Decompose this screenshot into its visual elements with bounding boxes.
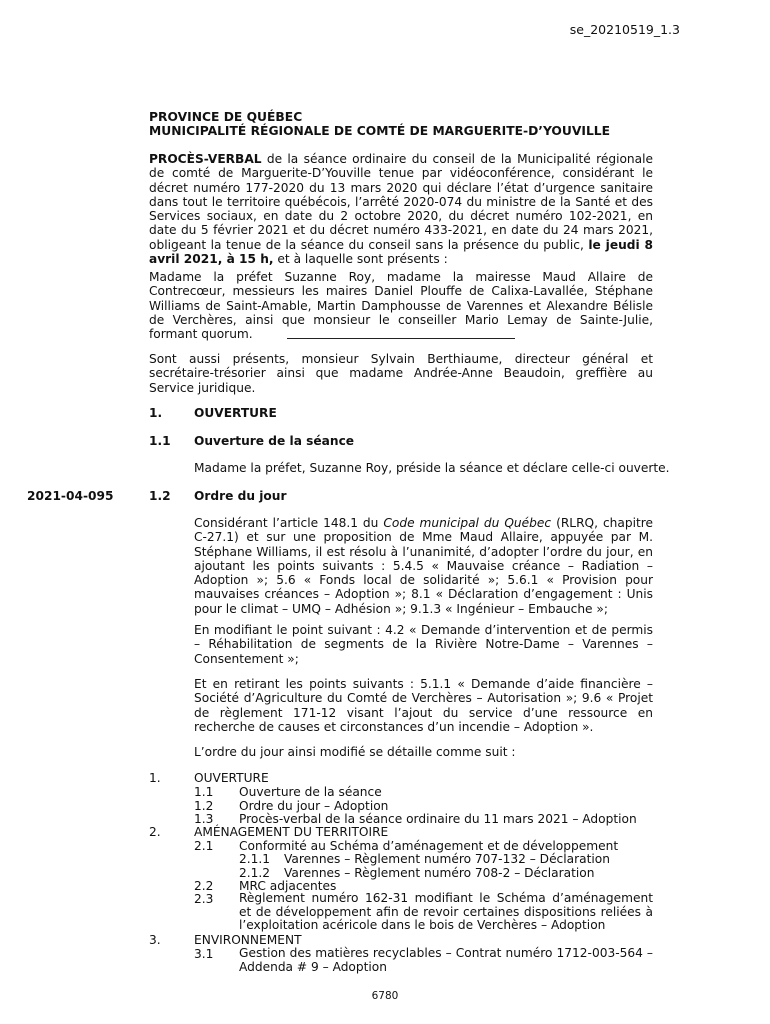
code-municipal-title: Code municipal du Québec: [383, 516, 552, 530]
agenda-item-number: 1.: [149, 771, 161, 785]
section-1-1-text: Madame la préfet, Suzanne Roy, préside la séance et déclare celle-ci ouverte.: [194, 461, 670, 475]
agenda-item-number: 1.3: [194, 812, 214, 826]
agenda-item-number: 3.1: [194, 947, 214, 961]
intro-paragraph: [149, 152, 653, 266]
agenda-item-number: 2.1: [194, 839, 214, 853]
agenda-item: OUVERTURE: [194, 771, 269, 785]
province-heading: PROVINCE DE QUÉBEC: [149, 110, 303, 124]
agenda-item-number: 2.: [149, 825, 161, 839]
agenda-item: Règlement numéro 162-31 modifiant le Schéma d’aménagement et de développement afin de revoir certaines dispositions reliées à l’exploitation acéricole dans le bois de Verchères – Adoption: [239, 891, 653, 933]
agenda-item: MRC adjacentes: [239, 879, 337, 893]
meeting-date: le jeudi 8 avril 2021, à 15 h,: [149, 237, 653, 267]
agenda-item-number: 3.: [149, 933, 161, 947]
section-1-title: OUVERTURE: [194, 406, 277, 420]
separator-rule: [287, 338, 515, 339]
agenda-item-number: 2.1.1: [239, 852, 271, 866]
section-1-2-number: 1.2: [149, 489, 171, 503]
withdrawal-paragraph: Et en retirant les points suivants : 5.1.1 « Demande d’aide financière – Société d’Agriculture du Comté de Verchères – Autorisation »; 9.6 « Projet de règlement 171-12 visant l’ajout du service d’une ressource en recherche de causes et circonstances d’un incendie – Adoption ».: [194, 677, 653, 734]
section-1-1-title: Ouverture de la séance: [194, 434, 355, 448]
mrc-heading: MUNICIPALITÉ RÉGIONALE DE COMTÉ DE MARGUERITE-D’YOUVILLE: [149, 124, 611, 138]
section-1-2-title: Ordre du jour: [194, 489, 287, 503]
article-text: Considérant l’article 148.1 du: [194, 516, 384, 530]
proposal-text: (RLRQ, chapitre C-27.1) et sur une proposition de Mme Maud Allaire, appuyée par M. Stéphane Williams, il est résolu à l’unanimité, d’adopter l’ordre du jour, en ajoutant les points suivants : 5.4.5 « Mauvaise créance – Radiation – Adoption »; 5.6 « Fonds local de solidarité »; 5.6.1 « Provision pour mauvaises créances – Adoption »; 8.1 « Déclaration d’engagement : Unis pour le climat – UMQ – Adhésion »; 9.1.3 « Ingénieur – Embauche »;: [194, 516, 654, 616]
intro-tail: et à laquelle sont présents :: [273, 252, 448, 267]
page-number: 6780: [371, 990, 399, 1002]
attendees-paragraph: Madame la préfet Suzanne Roy, madame la mairesse Maud Allaire de Contrecœur, messieurs les maires Daniel Plouffe de Calixa-Lavallée, Stéphane Williams de Saint-Amable, Martin Damphousse de Varennes et Alexandre Bélisle de Verchères, ainsi que monsieur le conseiller Mario Lemay de Sainte-Julie, formant quorum.: [149, 270, 653, 342]
agenda-intro-text: L’ordre du jour ainsi modifié se détaille comme suit :: [194, 745, 516, 759]
agenda-item: Varennes – Règlement numéro 708-2 – Déclaration: [284, 866, 595, 880]
document-id: se_20210519_1.3: [569, 22, 680, 37]
agenda-adoption-paragraph: [194, 516, 653, 616]
agenda-item: Varennes – Règlement numéro 707-132 – Déclaration: [284, 852, 610, 866]
proces-verbal-label: PROCÈS-VERBAL: [149, 152, 262, 166]
section-1-1-number: 1.1: [149, 434, 171, 448]
agenda-item: ENVIRONNEMENT: [194, 933, 302, 947]
agenda-item-number: 2.1.2: [239, 866, 271, 880]
also-present-paragraph: Sont aussi présents, monsieur Sylvain Berthiaume, directeur général et secrétaire-trésorier ainsi que madame Andrée-Anne Beaudoin, greffière au Service juridique.: [149, 352, 653, 395]
agenda-item: Conformité au Schéma d’aménagement et de développement: [239, 839, 619, 853]
agenda-item-number: 1.1: [194, 785, 214, 799]
agenda-item: Ordre du jour – Adoption: [239, 799, 389, 813]
agenda-item-number: 2.2: [194, 879, 214, 893]
agenda-item-number: 1.2: [194, 799, 214, 813]
agenda-item: Procès-verbal de la séance ordinaire du 11 mars 2021 – Adoption: [239, 812, 637, 826]
agenda-item: Gestion des matières recyclables – Contrat numéro 1712-003-564 – Addenda # 9 – Adoption: [239, 946, 653, 974]
agenda-item: Ouverture de la séance: [239, 785, 382, 799]
modification-paragraph: En modifiant le point suivant : 4.2 « Demande d’intervention et de permis – Réhabilitation de segments de la Rivière Notre-Dame – Varennes – Consentement »;: [194, 623, 653, 666]
resolution-number: 2021-04-095: [27, 489, 114, 503]
section-1-number: 1.: [149, 406, 163, 420]
agenda-item-number: 2.3: [194, 892, 214, 906]
agenda-item: AMÉNAGEMENT DU TERRITOIRE: [194, 825, 389, 839]
intro-text: de la séance ordinaire du conseil de la Municipalité régionale de comté de Marguerite-D’Youville tenue par vidéoconférence, considérant le décret numéro 177-2020 du 13 mars 2020 qui déclare l’état d’urgence sanitaire dans tout le territoire québécois, l’arrêté 2020-074 du ministre de la Santé et des Services sociaux, en date du 2 octobre 2020, du décret numéro 102-2021, en date du 5 février 2021 et du décret numéro 433-2021, en date du 24 mars 2021, obligeant la tenue de la séance du conseil sans la présence du public,: [149, 152, 653, 252]
